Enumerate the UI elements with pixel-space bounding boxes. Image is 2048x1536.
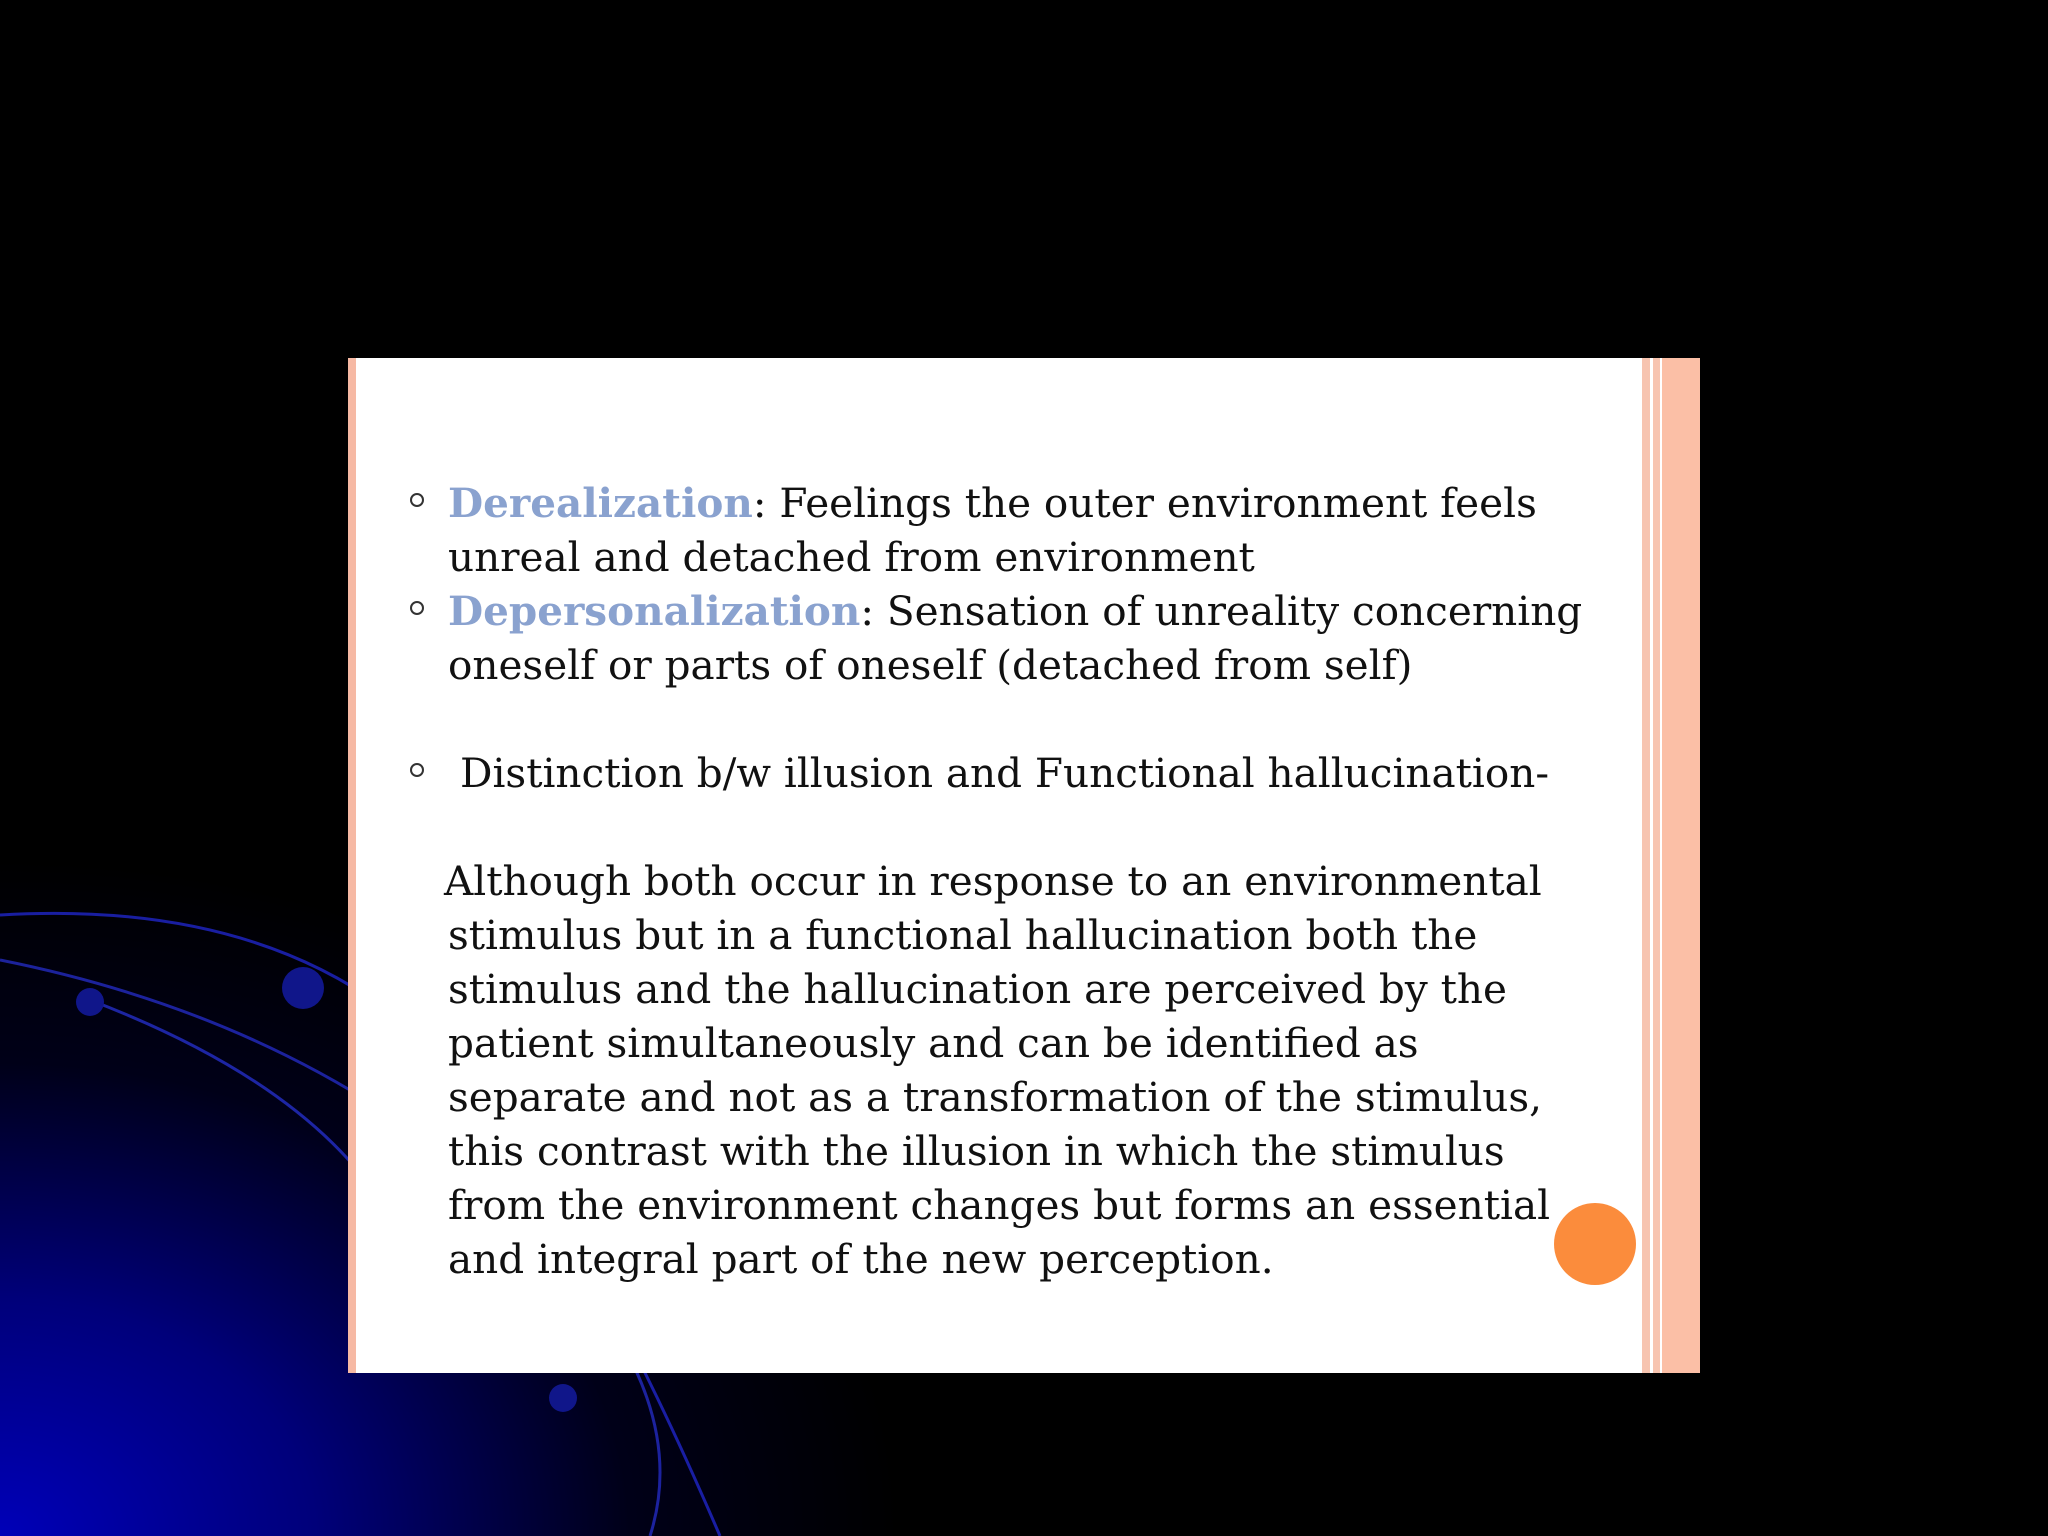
- term-depersonalization: Depersonalization: [448, 587, 861, 635]
- term-derealization: Derealization: [448, 479, 753, 527]
- circle-bullet-icon: [410, 763, 424, 777]
- definition-line: : Feelings the outer environment feels: [752, 479, 1537, 527]
- bullet-derealization: [408, 476, 1648, 584]
- paragraph-line: stimulus but in a functional hallucination both the: [448, 911, 1478, 959]
- paragraph-line: this contrast with the illusion in which the stimulus: [448, 1127, 1505, 1175]
- definition-line: oneself or parts of oneself (detached from self): [448, 641, 1413, 689]
- spacer: [408, 800, 1648, 854]
- spacer: [408, 692, 1648, 746]
- slide-left-border: [348, 358, 356, 1373]
- slide-card: [348, 358, 1700, 1373]
- paragraph-line: Although both occur in response to an environmental: [444, 857, 1542, 905]
- paragraph-line: from the environment changes but forms an essential: [448, 1181, 1551, 1229]
- paragraph-line: stimulus and the hallucination are perceived by the: [448, 965, 1507, 1013]
- paragraph-line: separate and not as a transformation of the stimulus,: [448, 1073, 1543, 1121]
- distinction-heading: Distinction b/w illusion and Functional hallucination-: [460, 749, 1550, 797]
- circle-bullet-icon: [410, 601, 424, 615]
- paragraph-line: and integral part of the new perception.: [448, 1235, 1274, 1283]
- orange-circle-decoration: [1554, 1203, 1636, 1285]
- paragraph-line: patient simultaneously and can be identified as: [448, 1019, 1419, 1067]
- circle-bullet-icon: [410, 493, 424, 507]
- slide-right-border: [1640, 358, 1700, 1373]
- bullet-distinction: [408, 746, 1648, 800]
- definition-line: unreal and detached from environment: [448, 533, 1255, 581]
- explanation-paragraph: [408, 854, 1648, 1286]
- definition-line: : Sensation of unreality concerning: [860, 587, 1583, 635]
- bullet-depersonalization: [408, 584, 1648, 692]
- slide-content: [408, 476, 1648, 1286]
